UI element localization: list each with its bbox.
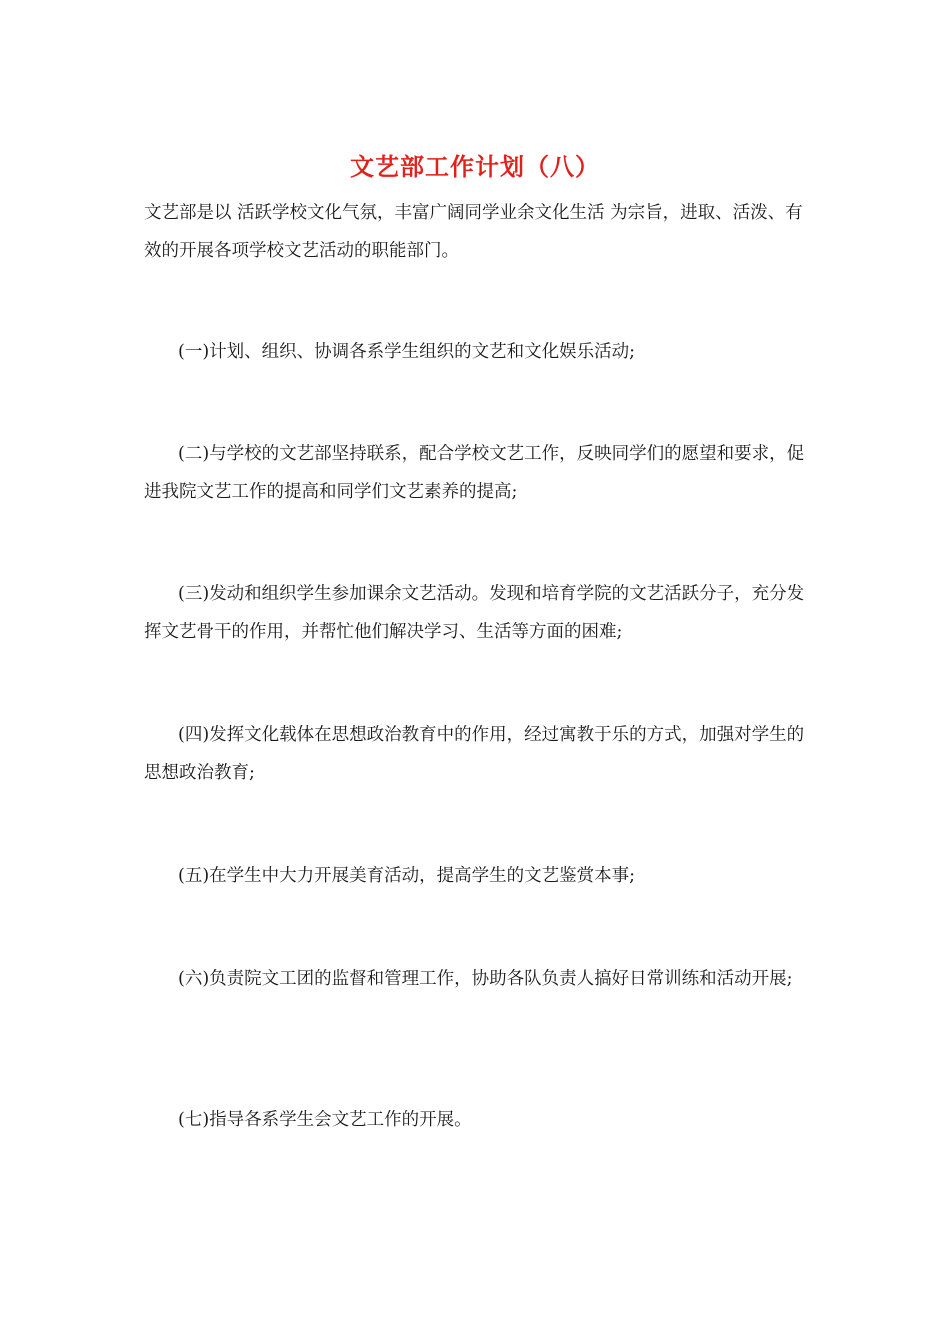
plan-item-7: (七)指导各系学生会文艺工作的开展。	[178, 1110, 472, 1130]
plan-item-5: (五)在学生中大力开展美育活动，提高学生的文艺鉴赏本事;	[178, 866, 636, 886]
plan-item-2: (二)与学校的文艺部坚持联系，配合学校文艺工作，反映同学们的愿望和要求，促进我院文艺工作的提高和同学们文艺素养的提高;	[144, 444, 805, 502]
intro-paragraph: 文艺部是以 活跃学校文化气氛，丰富广阔同学业余文化生活 为宗旨，进取、活泼、有效的开展各项学校文艺活动的职能部门。	[144, 203, 803, 261]
plan-item-4: (四)发挥文化载体在思想政治教育中的作用，经过寓教于乐的方式，加强对学生的思想政治教育;	[144, 725, 805, 783]
plan-item-6: (六)负责院文工团的监督和管理工作，协助各队负责人搞好日常训练和活动开展;	[178, 969, 793, 989]
plan-item-3: (三)发动和组织学生参加课余文艺活动。发现和培育学院的文艺活跃分子，充分发挥文艺骨干的作用，并帮忙他们解决学习、生活等方面的困难;	[144, 584, 805, 642]
document-title: 文艺部工作计划（八）	[350, 152, 600, 181]
plan-item-1: (一)计划、组织、协调各系学生组织的文艺和文化娱乐活动;	[178, 342, 636, 362]
